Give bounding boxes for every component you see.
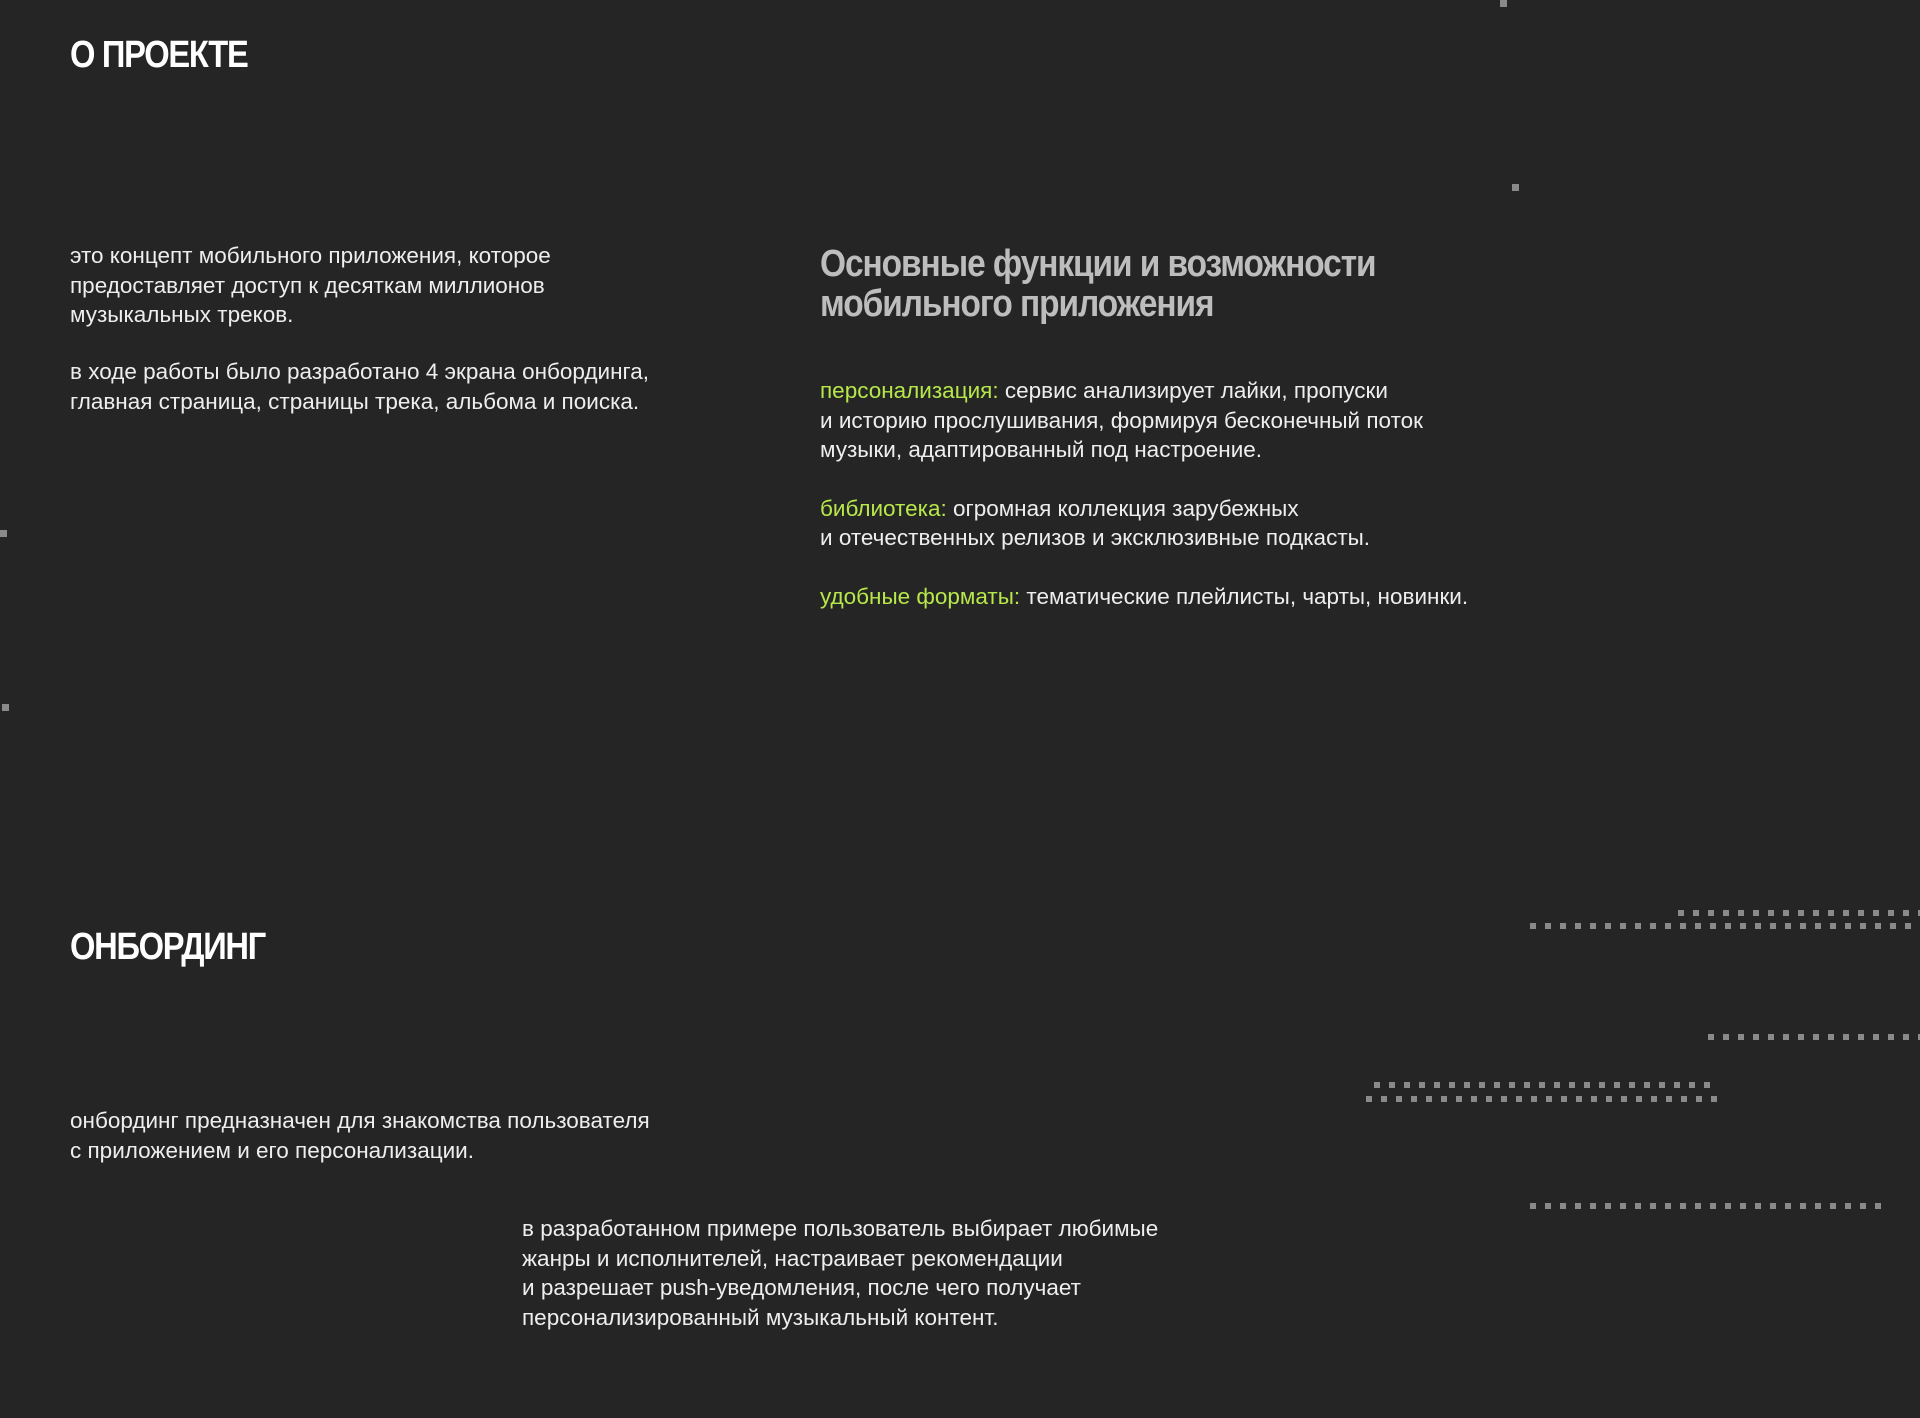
pixel-dot: [1665, 1203, 1671, 1209]
pixel-dot: [1740, 923, 1746, 929]
pixel-dot: [1860, 1203, 1866, 1209]
pixel-dot: [1471, 1096, 1477, 1102]
pixel-dot: [0, 530, 7, 537]
pixel-dot: [1591, 1096, 1597, 1102]
pixel-dot: [1711, 1096, 1717, 1102]
pixel-dot: [1546, 1096, 1552, 1102]
pixel-dot: [1404, 1082, 1410, 1088]
pixel-dot: [1636, 1096, 1642, 1102]
pixel-dot: [1666, 1096, 1672, 1102]
pixel-dot: [1815, 923, 1821, 929]
feature-text: тематические плейлисты, чарты, новинки.: [1020, 583, 1469, 609]
feature-library: [820, 494, 1720, 553]
pixel-dot: [1798, 910, 1804, 916]
pixel-dot: [1710, 1203, 1716, 1209]
pixel-dot: [1620, 1203, 1626, 1209]
pixel-dot: [1605, 923, 1611, 929]
pixel-dot: [1560, 923, 1566, 929]
onboarding-paragraph-2: в разработанном примере пользователь выбирает любимые жанры и исполнителей, настраивает рекомендации и разрешает push-уведомления, после чего получает персонализированный музыкальный контент.: [522, 1216, 1159, 1330]
pixel-dot: [1858, 910, 1864, 916]
pixel-dot: [1524, 1082, 1530, 1088]
pixel-dot: [1710, 923, 1716, 929]
feature-text: огромная коллекция зарубежных и отечественных релизов и эксклюзивные подкасты.: [820, 495, 1371, 550]
feature-personalization: [820, 376, 1720, 465]
pixel-dot: [1858, 1034, 1864, 1040]
pixel-dot: [1725, 1203, 1731, 1209]
pixel-dot: [1374, 1082, 1380, 1088]
pixel-dot: [1590, 1203, 1596, 1209]
pixel-dot: [1828, 1034, 1834, 1040]
pixel-dot: [1738, 910, 1744, 916]
pixel-dot: [1674, 1082, 1680, 1088]
pixel-dot: [1584, 1082, 1590, 1088]
pixel-dot: [1783, 910, 1789, 916]
pixel-dot: [1800, 1203, 1806, 1209]
pixel-dot: [1843, 1034, 1849, 1040]
pixel-dot: [1512, 184, 1519, 191]
pixel-dot: [1695, 1203, 1701, 1209]
pixel-dot: [1629, 1082, 1635, 1088]
pixel-dot: [1530, 923, 1536, 929]
feature-text: сервис анализирует лайки, пропуски и историю прослушивания, формируя бесконечный поток музыки, адаптированный под настроение.: [820, 378, 1423, 462]
pixel-dot: [1723, 1034, 1729, 1040]
feature-label: библиотека:: [820, 495, 947, 521]
pixel-dot: [1620, 923, 1626, 929]
about-paragraph-1: это концепт мобильного приложения, которое предоставляет доступ к десяткам миллионов музыкальных треков.: [70, 243, 551, 327]
pixel-dot: [1785, 923, 1791, 929]
pixel-dot: [1659, 1082, 1665, 1088]
pixel-dot: [1890, 923, 1896, 929]
pixel-dot: [1843, 910, 1849, 916]
pixel-dot: [1411, 1096, 1417, 1102]
pixel-dot: [1650, 1203, 1656, 1209]
pixel-dot: [1479, 1082, 1485, 1088]
pixel-dot: [1575, 923, 1581, 929]
pixel-dot: [1905, 923, 1911, 929]
pixel-dot: [1590, 923, 1596, 929]
pixel-dot: [1650, 923, 1656, 929]
pixel-dot: [1755, 923, 1761, 929]
pixel-dot: [1644, 1082, 1650, 1088]
pixel-dot: [1621, 1096, 1627, 1102]
pixel-dot: [1449, 1082, 1455, 1088]
pixel-dot: [1689, 1082, 1695, 1088]
onboarding-paragraph-1: онбординг предназначен для знакомства пользователя с приложением и его персонализации.: [70, 1108, 650, 1163]
pixel-dot: [1693, 910, 1699, 916]
pixel-dot: [1696, 1096, 1702, 1102]
pixel-dot: [1665, 923, 1671, 929]
pixel-dot: [1704, 1082, 1710, 1088]
pixel-dot: [1464, 1082, 1470, 1088]
pixel-dot: [1561, 1096, 1567, 1102]
features-list: [820, 376, 1720, 611]
pixel-dot: [1434, 1082, 1440, 1088]
about-title: О ПРОЕКТЕ: [70, 34, 248, 76]
pixel-dot: [1888, 1034, 1894, 1040]
pixel-wave-top-right: [1500, 0, 1920, 200]
feature-formats: [820, 582, 1720, 612]
pixel-dot: [1830, 923, 1836, 929]
pixel-dot: [1396, 1096, 1402, 1102]
pixel-dot: [1798, 1034, 1804, 1040]
pixel-dot: [1873, 1034, 1879, 1040]
pixel-dot: [1875, 923, 1881, 929]
pixel-dot: [1576, 1096, 1582, 1102]
pixel-dot: [1509, 1082, 1515, 1088]
pixel-dot: [1828, 910, 1834, 916]
pixel-dot: [1755, 1203, 1761, 1209]
pixel-dot: [1531, 1096, 1537, 1102]
pixel-dot: [1845, 923, 1851, 929]
pixel-dot: [1516, 1096, 1522, 1102]
pixel-dot: [1605, 1203, 1611, 1209]
pixel-dot: [1800, 923, 1806, 929]
pixel-dot: [1813, 1034, 1819, 1040]
pixel-dot: [1768, 910, 1774, 916]
pixel-dot: [1903, 910, 1909, 916]
pixel-dot: [1770, 1203, 1776, 1209]
pixel-dot: [1500, 0, 1507, 7]
pixel-dot: [1381, 1096, 1387, 1102]
pixel-dot: [1635, 1203, 1641, 1209]
pixel-dot: [1875, 1203, 1881, 1209]
pixel-dot: [1708, 910, 1714, 916]
pixel-dot: [1770, 923, 1776, 929]
pixel-dot: [1725, 923, 1731, 929]
pixel-dot: [1678, 910, 1684, 916]
dotted-lines-right: [1360, 900, 1920, 1200]
feature-label: удобные форматы:: [820, 583, 1021, 609]
pixel-dot: [1903, 1034, 1909, 1040]
pixel-dot: [1560, 1203, 1566, 1209]
about-paragraph-2: в ходе работы было разработано 4 экрана онбординга, главная страница, страницы трека, альбома и поиска.: [70, 359, 650, 414]
pixel-dot: [1599, 1082, 1605, 1088]
pixel-dot: [1740, 1203, 1746, 1209]
pixel-dot: [1426, 1096, 1432, 1102]
pixel-dot: [1635, 923, 1641, 929]
pixel-dot: [1753, 1034, 1759, 1040]
pixel-dot: [1738, 1034, 1744, 1040]
feature-label: персонализация:: [820, 378, 999, 403]
pixel-dot: [2, 704, 9, 711]
pixel-dot: [1419, 1082, 1425, 1088]
pixel-dot: [1366, 1096, 1372, 1102]
pixel-dot: [1494, 1082, 1500, 1088]
pixel-dot: [1575, 1203, 1581, 1209]
pixel-dot: [1606, 1096, 1612, 1102]
pixel-dot: [1813, 910, 1819, 916]
pixel-dot: [1708, 1034, 1714, 1040]
pixel-dot: [1873, 910, 1879, 916]
pixel-dot: [1723, 910, 1729, 916]
pixel-dot: [1830, 1203, 1836, 1209]
pixel-dot: [1501, 1096, 1507, 1102]
onboarding-title: ОНБОРДИНГ: [70, 926, 265, 968]
pixel-dot: [1845, 1203, 1851, 1209]
pixel-dot: [1614, 1082, 1620, 1088]
pixel-dot: [1768, 1034, 1774, 1040]
pixel-dot: [1680, 1203, 1686, 1209]
pixel-dot: [1651, 1096, 1657, 1102]
features-title: Основные функции и возможности мобильного приложения: [820, 243, 1376, 325]
pixel-dot: [1389, 1082, 1395, 1088]
pixel-dot: [1753, 910, 1759, 916]
pixel-wave-left: [0, 530, 480, 730]
pixel-dot: [1783, 1034, 1789, 1040]
pixel-dot: [1888, 910, 1894, 916]
pixel-dot: [1545, 1203, 1551, 1209]
pixel-dot: [1486, 1096, 1492, 1102]
pixel-dot: [1681, 1096, 1687, 1102]
pixel-dot: [1539, 1082, 1545, 1088]
pixel-dot: [1860, 923, 1866, 929]
pixel-dot: [1815, 1203, 1821, 1209]
pixel-dot: [1456, 1096, 1462, 1102]
pixel-dot: [1680, 923, 1686, 929]
pixel-dot: [1545, 923, 1551, 929]
pixel-dot: [1695, 923, 1701, 929]
pixel-dot: [1441, 1096, 1447, 1102]
pixel-dot: [1785, 1203, 1791, 1209]
pixel-dot: [1569, 1082, 1575, 1088]
pixel-dot: [1554, 1082, 1560, 1088]
pixel-dot: [1530, 1203, 1536, 1209]
